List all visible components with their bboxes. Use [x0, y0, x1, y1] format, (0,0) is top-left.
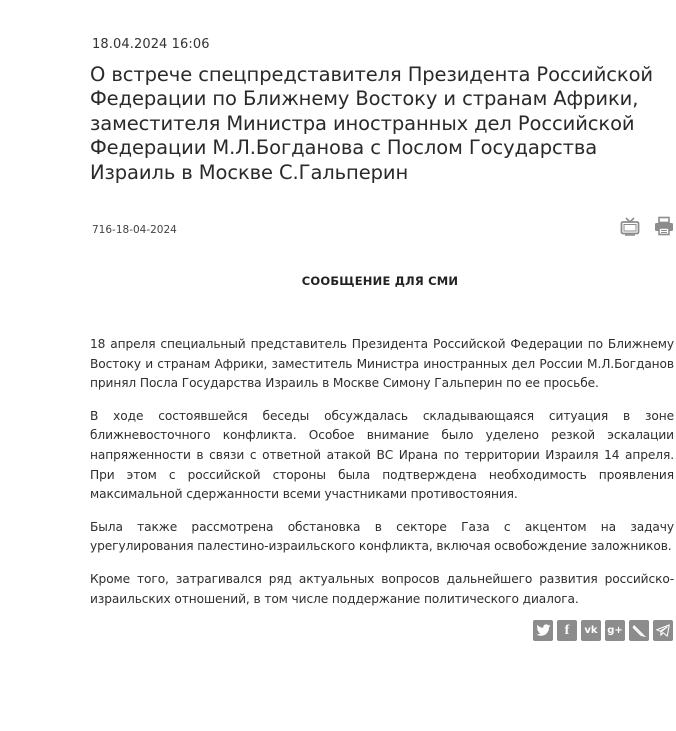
- tv-icon[interactable]: [620, 216, 640, 236]
- paragraph-4: Кроме того, затрагивался ряд актуальных вопросов дальнейшего развития российско-израильских отношений, в том числе поддержание политического диалога.: [90, 571, 674, 606]
- print-icon[interactable]: [654, 216, 674, 236]
- google-plus-icon[interactable]: g+: [605, 620, 625, 641]
- telegram-icon[interactable]: [653, 620, 673, 641]
- article-body: [90, 335, 674, 622]
- article-title: О встрече спецпредставителя Президента Российской Федерации по Ближнему Востоку и странам Африки, заместителя Министра иностранных дел Российской Федерации М.Л.Богданова с Послом Государства Израиль в Москве С.Гальперин: [90, 63, 653, 184]
- facebook-icon[interactable]: f: [557, 620, 577, 641]
- paragraph-1: 18 апреля специальный представитель Президента Российской Федерации по Ближнему Востоку и странам Африки, заместитель Министра иностранных дел России М.Л.Богданов принял Посла Государства Израиль в Москве Симону Гальперин по ее просьбе.: [90, 337, 674, 391]
- twitter-icon[interactable]: [533, 620, 553, 641]
- vk-icon[interactable]: vk: [581, 620, 601, 641]
- paragraph-3: Была также рассмотрена обстановка в секторе Газа с акцентом на задачу урегулирования палестино-израильского конфликта, включая освобождение заложников.: [90, 519, 674, 554]
- subhead-text: СООБЩЕНИЕ ДЛЯ СМИ: [301, 274, 459, 288]
- press-release-subhead: [0, 274, 676, 288]
- paragraph-2: В ходе состоявшейся беседы обсуждалась складывающаяся ситуация в зоне ближневосточного конфликта. Особое внимание было уделено резкой эскалации напряженности в связи с ответной атакой ВС Ирана по территории Израиля 14 апреля. При этом с российской стороны была подтверждена необходимость проявления максимальной сдержанности всеми участниками противостояния.: [90, 408, 674, 502]
- article-date: 18.04.2024 16:06: [92, 37, 210, 52]
- livejournal-icon[interactable]: [629, 620, 649, 641]
- document-number: 716-18-04-2024: [92, 224, 177, 236]
